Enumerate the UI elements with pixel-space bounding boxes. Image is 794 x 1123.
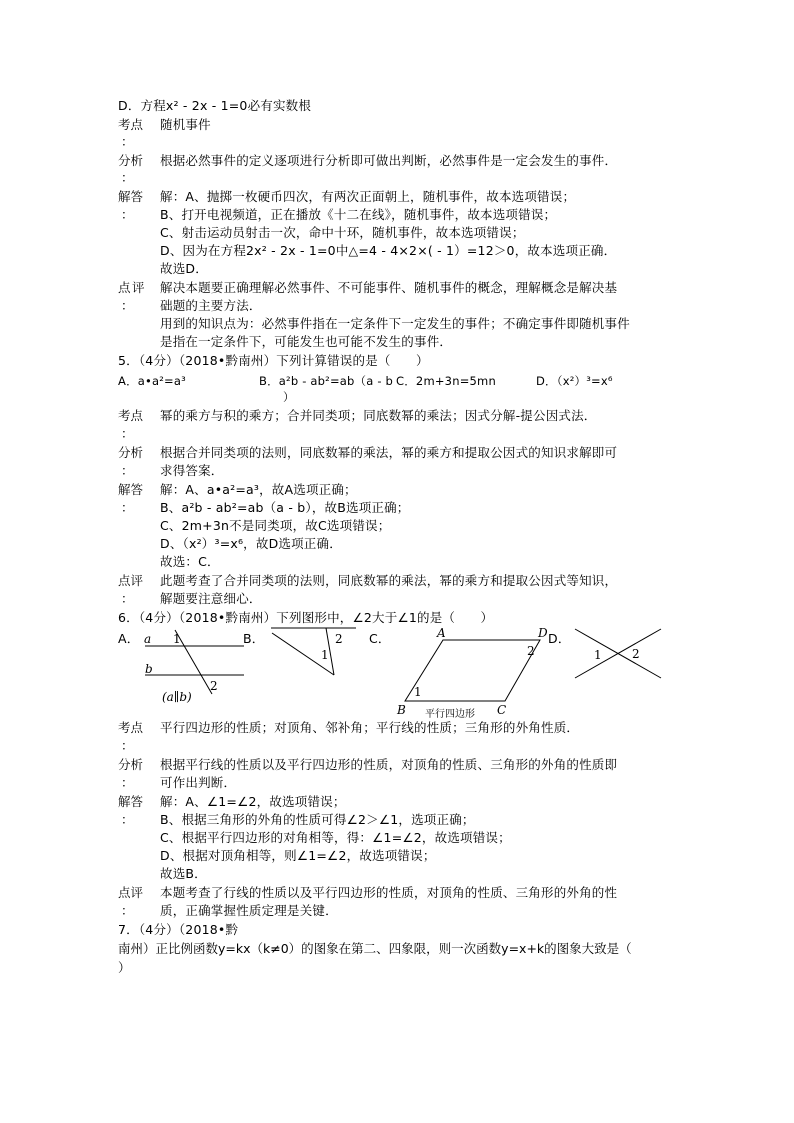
label-colon: ：	[121, 738, 134, 753]
label-colon: ：	[121, 903, 134, 918]
jieda-line: 故选：C．	[160, 554, 220, 569]
figure-d-vertical-angles	[572, 626, 666, 684]
dianping-line: 解决本题要正确理解必然事件、不可能事件、随机事件的概念，理解概念是解决基	[160, 280, 618, 295]
kaodian-text: 平行四边形的性质；对顶角、邻补角；平行线的性质；三角形的外角性质．	[160, 720, 580, 735]
jieda-line: 故选D．	[160, 261, 208, 276]
q6-option-c: C．	[369, 631, 391, 646]
dianping-line: 本题考查了行线的性质以及平行四边形的性质，对顶角的性质、三角形的外角的性	[160, 885, 618, 900]
vertex-label-d: D	[538, 626, 548, 640]
fenxi-label: 分析	[118, 757, 144, 772]
q5-option-b-cont: ）	[283, 390, 295, 404]
jieda-line: 解：A、抛掷一枚硬币四次，有两次正面朝上，随机事件，故本选项错误；	[160, 189, 576, 204]
angle-label-1: 1	[321, 648, 329, 662]
jieda-line: C、射击运动员射击一次，命中十环，随机事件，故本选项错误；	[160, 225, 525, 240]
jieda-line: D、根据对顶角相等，则∠1=∠2，故选项错误；	[160, 848, 436, 863]
label-colon: ：	[121, 500, 134, 515]
dianping-line: 此题考查了合并同类项的法则，同底数幂的乘法，幂的乘方和提取公因式等知识，	[160, 573, 618, 588]
fenxi-line: 求得答案．	[160, 463, 224, 478]
jieda-line: C、2m+3n不是同类项，故C选项错误；	[160, 518, 391, 533]
jieda-line: D、因为在方程2x² - 2x - 1=0中△=4 - 4×2×( - 1）=12＞0，故本选项正确．	[160, 243, 617, 258]
kaodian-label: 考点	[118, 117, 144, 132]
figure-c-parallelogram	[393, 625, 553, 720]
label-colon: ：	[121, 591, 134, 606]
dianping-line: 用到的知识点为：必然事件指在一定条件下一定发生的事件；不确定事件即随机事件	[160, 316, 630, 331]
jieda-line: 解：A、∠1=∠2，故选项错误；	[160, 794, 346, 809]
q5-option-a: A．a•a²=a³	[118, 374, 186, 388]
fenxi-line: 根据合并同类项的法则，同底数幂的乘法，幂的乘方和提取公因式的知识求解即可	[160, 445, 618, 460]
angle-label-2: 2	[527, 644, 535, 658]
jieda-line: D、（x²）³=x⁶，故D选项正确．	[160, 536, 342, 551]
question-7-stem-cont: 南州）正比例函数y=kx（k≠0）的图象在第二、四象限，则一次函数y=x+k的图象大致是（	[118, 941, 632, 956]
fenxi-label: 分析	[118, 153, 144, 168]
label-colon: ：	[121, 134, 134, 149]
dianping-label: 点评	[118, 885, 144, 900]
jieda-line: 解：A、a•a²=a³，故A选项正确；	[160, 482, 357, 497]
jieda-line: B、打开电视频道，正在播放《十二在线》，随机事件，故本选项错误；	[160, 207, 557, 222]
line-label-a: a	[144, 632, 152, 646]
jieda-label: 解答	[118, 482, 144, 497]
fenxi-text: 根据必然事件的定义逐项进行分析即可做出判断，必然事件是一定会发生的事件．	[160, 153, 618, 168]
q6-option-d: D．	[548, 631, 571, 646]
dianping-line: 质，正确掌握性质定理是关键．	[160, 903, 338, 918]
kaodian-label: 考点	[118, 408, 144, 423]
q5-option-d: D．（x²）³=x⁶	[536, 374, 613, 388]
angle-label-1: 1	[594, 648, 602, 662]
q5-option-b: B．a²b - ab²=ab（a - b	[259, 374, 394, 388]
q6-option-b: B．	[243, 631, 265, 646]
label-colon: ：	[121, 463, 134, 478]
kaodian-text: 幂的乘方与积的乘方；合并同类项；同底数幂的乘法；因式分解-提公因式法．	[160, 408, 597, 423]
angle-label-2: 2	[335, 632, 343, 646]
question-7-stem: 7．（4分）（2018•黔	[118, 922, 239, 937]
angle-label-1: 1	[173, 632, 181, 646]
option-d-text: D．方程x² - 2x - 1=0必有实数根	[118, 98, 312, 113]
jieda-label: 解答	[118, 189, 144, 204]
jieda-line: B、a²b - ab²=ab（a - b），故B选项正确；	[160, 500, 410, 515]
dianping-line: 是指在一定条件下，可能发生也可能不发生的事件．	[160, 334, 453, 349]
figure-caption: 平行四边形	[425, 709, 475, 720]
vertex-label-b: B	[397, 703, 406, 717]
q6-option-a: A．	[118, 631, 140, 646]
fenxi-label: 分析	[118, 445, 144, 460]
label-colon: ：	[121, 170, 134, 185]
q5-option-c: C．2m+3n=5mn	[396, 374, 496, 388]
figure-caption: (a∥b)	[162, 690, 192, 704]
jieda-line: 故选B．	[160, 866, 207, 881]
figure-b-triangle	[268, 625, 363, 680]
jieda-line: B、根据三角形的外角的性质可得∠2＞∠1，选项正确；	[160, 812, 475, 827]
kaodian-text: 随机事件	[160, 117, 211, 132]
label-colon: ：	[121, 207, 134, 222]
vertex-label-a: A	[437, 626, 446, 640]
jieda-label: 解答	[118, 794, 144, 809]
angle-label-2: 2	[632, 647, 640, 661]
dianping-label: 点	[118, 280, 131, 295]
dianping-line: 础题的主要方法．	[160, 298, 262, 313]
fenxi-line: 可作出判断．	[160, 775, 237, 790]
dianping-label: 评	[132, 280, 145, 295]
dianping-label: 点评	[118, 573, 144, 588]
angle-label-1: 1	[414, 685, 422, 699]
label-colon: ：	[121, 298, 134, 313]
line-label-b: b	[145, 662, 153, 676]
angle-label-2: 2	[210, 679, 218, 693]
dianping-line: 解题要注意细心．	[160, 591, 262, 606]
label-colon: ：	[121, 812, 134, 827]
question-6-stem: 6．（4分）（2018•黔南州）下列图形中，∠2大于∠1的是（ ）	[118, 610, 494, 625]
question-7-stem-end: ）	[118, 960, 131, 975]
question-5-stem: 5．（4分）（2018•黔南州）下列计算错误的是（ ）	[118, 353, 429, 368]
jieda-line: C、根据平行四边形的对角相等，得：∠1=∠2，故选项错误；	[160, 830, 511, 845]
label-colon: ：	[121, 426, 134, 441]
label-colon: ：	[121, 775, 134, 790]
figure-a-parallel-lines	[140, 628, 250, 708]
kaodian-label: 考点	[118, 720, 144, 735]
vertex-label-c: C	[497, 703, 507, 717]
fenxi-line: 根据平行线的性质以及平行四边形的性质，对顶角的性质、三角形的外角的性质即	[160, 757, 618, 772]
